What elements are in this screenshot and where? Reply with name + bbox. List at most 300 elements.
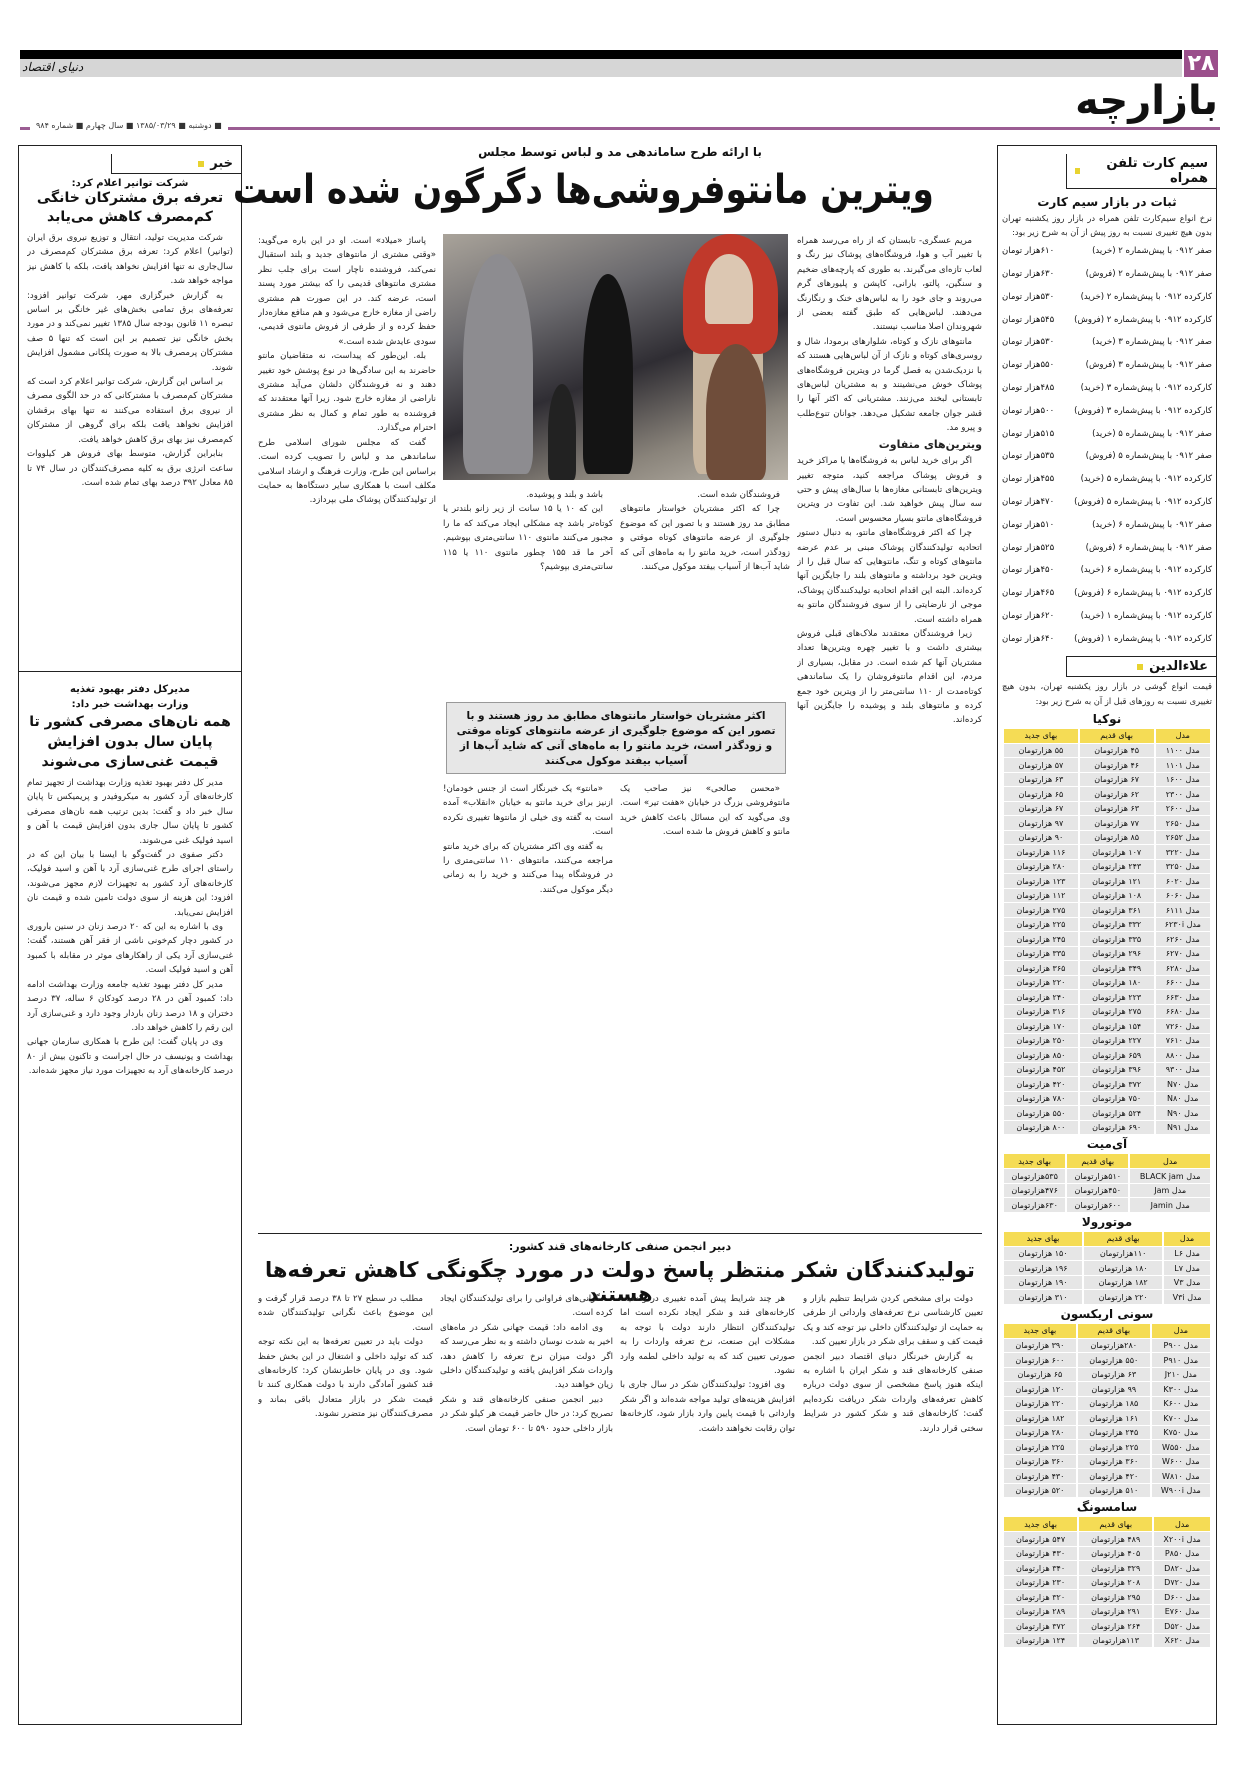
bottom-article-headline: تولیدکنندگان شکر منتظر پاسخ دولت در مورد چگونگی کاهش تعرفه‌ها هستند <box>265 1258 975 1306</box>
table-cell: ۳۶۰ هزارتومان <box>1078 1455 1150 1469</box>
table-cell: ۸۵ هزارتومان <box>1080 831 1154 845</box>
table-row <box>1004 1411 1210 1425</box>
table-row <box>1004 1169 1210 1183</box>
table-row <box>1004 990 1210 1004</box>
sim-card-label: صفر ۰۹۱۲ با پیش‌شماره ۵ (فروش) <box>1085 451 1212 462</box>
table-cell: ۱۹۶ هزارتومان <box>1004 1261 1082 1275</box>
table-cell: ۲۲۵ هزارتومان <box>1004 918 1078 932</box>
table-cell: مدل K۶۰۰ <box>1152 1397 1210 1411</box>
news-body <box>27 776 233 1676</box>
column-header: بهای جدید <box>1004 1232 1082 1246</box>
table-cell: ۵۲۰ هزارتومان <box>1004 1484 1076 1498</box>
sim-card-price: ۶۲۰هزار تومان <box>1002 610 1055 621</box>
table-cell: ۳۳۵ هزارتومان <box>1080 932 1154 946</box>
sim-card-row <box>998 354 1216 377</box>
table-row <box>1004 947 1210 961</box>
table-cell: مدل D۵۲۰ <box>1154 1619 1210 1633</box>
paragraph: به گفته وی اکثر مشتریان که برای خرید مانتو مراجعه می‌کنند، مانتوهای ۱۱۰ سانتی‌متری را در فروشگاه پیدا می‌کنند و خرید را به زمانی دیگر موکول می‌کنند. <box>443 841 613 895</box>
table-cell: ۲۲۰ هزارتومان <box>1004 976 1078 990</box>
sim-card-row <box>998 308 1216 331</box>
table-cell: ۳۳۲ هزارتومان <box>1080 918 1154 932</box>
table-cell: ۸۵۰ هزارتومان <box>1004 1048 1078 1062</box>
table-cell: ۳۷۲ هزارتومان <box>1080 1077 1154 1091</box>
news-body <box>27 231 233 661</box>
table-cell: مدل K۳۰۰ <box>1152 1382 1210 1396</box>
phone-price-table <box>1002 1516 1212 1648</box>
phone-price-table <box>1002 1153 1212 1213</box>
sim-card-label: کارکرده ۰۹۱۲ با پیش‌شماره ۶ (فروش) <box>1074 588 1212 599</box>
table-cell: مدل ۶۲۷۰ <box>1156 947 1210 961</box>
sim-card-row <box>998 377 1216 400</box>
column-header: مدل <box>1156 729 1210 743</box>
table-cell: ۲۲۳ هزارتومان <box>1080 990 1154 1004</box>
table-row <box>1004 1576 1210 1590</box>
table-cell: ۲۸۰هزارتومان <box>1078 1339 1150 1353</box>
sim-card-price: ۵۵۰هزار تومان <box>1002 360 1055 371</box>
table-cell: ۱۹۰ هزارتومان <box>1004 1276 1082 1290</box>
table-row <box>1004 903 1210 917</box>
table-cell: ۶۵۹ هزارتومان <box>1080 1048 1154 1062</box>
table-cell: ۳۶۱ هزارتومان <box>1080 903 1154 917</box>
table-cell: ۱۵۴ هزارتومان <box>1080 1019 1154 1033</box>
sim-card-row <box>998 559 1216 582</box>
table-cell: ۱۸۵ هزارتومان <box>1078 1397 1150 1411</box>
sim-card-price: ۶۳۰هزار تومان <box>1002 269 1055 279</box>
page-number: ۲۸ <box>1184 50 1218 77</box>
sim-card-label: کارکرده ۰۹۱۲ با پیش‌شماره ۱ (خرید) <box>1080 610 1212 621</box>
sim-card-row <box>998 605 1216 628</box>
table-cell: مدل N۹۰ <box>1156 1106 1210 1120</box>
sim-card-label: صفر ۰۹۱۲ با پیش‌شماره ۳ (خرید) <box>1092 337 1212 348</box>
paragraph: مریم عسگری- تابستان که از راه می‌رسد همراه با تغییر آب و هوا، فروشگاه‌های پوشاک نیز رنگ و لعاب تازه‌ای می‌گیرند. به طوری که پارچه‌های ضخیم و سنگین، پالتو، بارانی، کاپشن و پلیورهای گرم می‌روند و جای خود را به لباس‌های خنک و رنگارنگ می‌دهند. لباس‌هایی که طبق گفته بعضی از شهروندان اصلا مناسب نیستند. <box>797 236 982 333</box>
paragraph: شرکت مدیریت تولید، انتقال و توزیع نیروی برق ایران (توانیر) اعلام کرد: تعرفه برق مشترکان کم‌مصرف در سال‌جاری نه تنها افزایش نخواهد یافت، بلکه با کاهش نیز مواجه خواهد شد. <box>27 233 233 287</box>
sim-card-label: کارکرده ۰۹۱۲ با پیش‌شماره ۵ (خرید) <box>1080 474 1212 485</box>
paragraph: زیرا فروشندگان معتقدند ملاک‌های قبلی فروش بیشتری داشت و با تغییر چهره ویترین‌ها تعداد مشتریان آنها کم شده است. در مقابل، بسیاری از مردم، این اقدام مانتوفروشان را یک ساماندهی کوتاه‌مدت از ۱۱۰ سانتی‌متر را از ویترین خود جمع کرده و مانتوهای بلند و پوشیده را جایگزین آنها کرده‌اند. <box>797 628 982 726</box>
article-subhead: ویترین‌های متفاوت <box>878 437 982 451</box>
table-cell: مدل ۶۲۶۰ <box>1156 932 1210 946</box>
table-cell: ۳۹۰ هزارتومان <box>1004 1339 1076 1353</box>
table-cell: ۲۲۷ هزارتومان <box>1080 1034 1154 1048</box>
table-cell: ۵۲۴ هزارتومان <box>1080 1106 1154 1120</box>
table-row <box>1004 1547 1210 1561</box>
table-cell: ۳۶۰ هزارتومان <box>1004 1455 1076 1469</box>
table-cell: ۲۹۵ هزارتومان <box>1079 1590 1152 1604</box>
article-column-2 <box>443 488 613 693</box>
paragraph: «محسن صالحی» نیز صاحب یک مانتوفروشی بزرگ در خیابان «هفت تیر» است. وی می‌گوید که این مسائل باعث کاهش خرید مانتو و کاهش فروش ما شده است. <box>620 784 790 838</box>
newspaper-logo: دنیای اقتصاد <box>22 60 84 74</box>
table-row <box>1004 1605 1210 1619</box>
table-cell: ۱۲۳ هزارتومان <box>1004 874 1078 888</box>
sim-card-label: کارکرده ۰۹۱۲ با پیش‌شماره ۱ (فروش) <box>1074 633 1212 644</box>
sim-card-label: صفر ۰۹۱۲ با پیش‌شماره ۵ (خرید) <box>1092 428 1212 439</box>
sim-card-price: ۵۳۰هزار تومان <box>1002 291 1055 302</box>
paragraph: دولت برای مشخص کردن شرایط تنظیم بازار و تعیین کارشناسی نرخ تعرفه‌های وارداتی از طرفی به حمایت از تولیدکنندگان داخلی نیز توجه کند و یک قیمت کف و سقف برای شکر در بازار تعیین کند. <box>803 1294 983 1348</box>
table-cell: ۶۳۰هزارتومان <box>1004 1198 1065 1212</box>
table-cell: مدل ۳۲۵۰ <box>1156 860 1210 874</box>
table-cell: ۵۵۰ هزارتومان <box>1078 1353 1150 1367</box>
table-cell: مدل L۶ <box>1164 1247 1210 1261</box>
table-cell: ۴۷۶هزارتومان <box>1004 1184 1065 1198</box>
table-cell: مدل ۶۰۶۰ <box>1156 889 1210 903</box>
table-cell: ۹۹ هزارتومان <box>1078 1382 1150 1396</box>
table-row <box>1004 1019 1210 1033</box>
table-cell: مدل ۲۶۵۰ <box>1156 816 1210 830</box>
phone-price-table <box>1002 1231 1212 1305</box>
table-cell: ۹۷ هزارتومان <box>1004 816 1078 830</box>
table-cell: مدل BLACK jam <box>1130 1169 1210 1183</box>
sim-card-price: ۴۸۵هزار تومان <box>1002 382 1055 393</box>
table-cell: ۳۲۹ هزارتومان <box>1079 1561 1152 1575</box>
table-cell: ۶۹۰ هزارتومان <box>1080 1121 1154 1135</box>
paragraph: دولت باید در تعیین تعرفه‌ها به این نکته توجه کند که تولید داخلی و اشتغال در این بخش حفظ شود. وی در پایان خاطرنشان کرد: کارخانه‌های قند کشور آمادگی دارند با دولت همکاری کنند تا قیمت شکر در بازار متعادل باقی بماند و مصرف‌کنندگان نیز متضرر نشوند. <box>258 1337 433 1420</box>
table-row <box>1004 773 1210 787</box>
table-cell: ۵۷ هزارتومان <box>1004 758 1078 772</box>
table-row <box>1004 816 1210 830</box>
table-cell: ۵۵ هزارتومان <box>1004 744 1078 758</box>
brand-title: سامسونگ <box>1076 1500 1138 1515</box>
sim-card-price: ۴۵۰هزار تومان <box>1002 565 1055 576</box>
table-row <box>1004 802 1210 816</box>
sim-card-title: ثبات در بازار سیم کارت <box>1037 195 1177 209</box>
sim-card-label: کارکرده ۰۹۱۲ با پیش‌شماره ۲ (فروش) <box>1074 314 1212 325</box>
sim-card-price: ۴۷۰هزار تومان <box>1002 496 1055 507</box>
paragraph: بله. این‌طور که پیداست، نه متقاضیان مانتو حاضرند به این سادگی‌ها در نوع پوشش خود تغییر دهند و نه فروشندگان دلشان می‌آید مشتری ناراضی از مغازه خارج شود. زیرا آنها معتقدند که فروشنده به طور تمام و کمال به نظر مشتری احترام می‌گذارد. <box>258 351 436 434</box>
table-row <box>1004 961 1210 975</box>
table-cell: مدل ۶۶۳۰ <box>1156 990 1210 1004</box>
sim-card-label: صفر ۰۹۱۲ با پیش‌شماره ۳ (فروش) <box>1085 360 1212 371</box>
table-cell: مدل ۹۳۰۰ <box>1156 1063 1210 1077</box>
table-cell: مدل ۲۶۰۰ <box>1156 802 1210 816</box>
paragraph: مطلب در سطح ۲۷ تا ۳۸ درصد قرار گرفت و این موضوع باعث نگرانی تولیدکنندگان شده است. <box>258 1294 433 1333</box>
table-cell: ۱۰۸ هزارتومان <box>1080 889 1154 903</box>
table-cell: مدل ۶۲۸۰ <box>1156 961 1210 975</box>
table-cell: ۴۲۰ هزارتومان <box>1078 1469 1150 1483</box>
bottom-article-column-2 <box>620 1292 795 1722</box>
bottom-article-column-3 <box>440 1292 613 1722</box>
table-cell: ۲۸۰ هزارتومان <box>1004 860 1078 874</box>
sim-card-label: صفر ۰۹۱۲ با پیش‌شماره ۲ (فروش) <box>1085 269 1212 279</box>
bottom-article-kicker: دبیر انجمن صنفی کارخانه‌های قند کشور: <box>508 1240 732 1253</box>
paragraph: اگر برای خرید لباس به فروشگاه‌ها یا مراکز خرید و فروش پوشاک مراجعه کنید، متوجه تغییر ویترین‌های تابستانی مغازه‌ها با سال‌های پیش و حتی سه سال پیش خواهید شد. این تفاوت در ویترین فروشگاه‌های مانتو بسیار محسوس است. <box>797 456 982 524</box>
table-row <box>1004 1561 1210 1575</box>
table-cell: مدل X۲۰۰i <box>1154 1532 1210 1546</box>
table-cell: ۲۴۵ هزارتومان <box>1078 1426 1150 1440</box>
table-row <box>1004 1092 1210 1106</box>
table-row <box>1004 1121 1210 1135</box>
table-row <box>1004 744 1210 758</box>
table-cell: ۵۱۰هزارتومان <box>1067 1169 1128 1183</box>
sim-card-row <box>998 513 1216 536</box>
table-cell: ۱۸۲ هزارتومان <box>1084 1276 1162 1290</box>
sim-card-label: کارکرده ۰۹۱۲ با پیش‌شماره ۳ (خرید) <box>1080 382 1212 393</box>
phone-price-tables <box>998 712 1216 1649</box>
table-row <box>1004 932 1210 946</box>
column-header: بهای جدید <box>1004 1517 1077 1531</box>
header-bar <box>20 50 1182 59</box>
table-cell: مدل P۹۰۰ <box>1152 1339 1210 1353</box>
paragraph: مدیر کل دفتر بهبود تغذیه جامعه وزارت بهداشت ادامه داد: کمبود آهن در ۲۸ درصد کودکان ۶ ساله، ۳۷ درصد دختران و ۱۸ درصد زنان باردار وجود دارد و غنی‌سازی آرد این رقم را کاهش خواهد داد. <box>27 979 233 1033</box>
table-row <box>1004 1440 1210 1454</box>
sim-card-label: صفر ۰۹۱۲ با پیش‌شماره ۲ (خرید) <box>1092 246 1212 257</box>
table-row <box>1004 1619 1210 1633</box>
table-cell: مدل D۷۲۰ <box>1154 1576 1210 1590</box>
paragraph: چرا که اکثر مشتریان خواستار مانتوهای مطابق مد روز هستند و با تصور این که موضوع جلوگیری از عرضه مانتوهای کوتاه موقتی و زودگذر است، خرید مانتو را به ماه‌های آتی که شاید آب‌ها از آسیاب بیفتد موکول می‌کنند. <box>620 504 790 573</box>
paragraph: باشد و بلند و پوشیده. <box>526 490 603 500</box>
article-column-1 <box>797 234 982 1219</box>
table-cell: مدل N۸۰ <box>1156 1092 1210 1106</box>
table-cell: ۴۳۰ هزارتومان <box>1004 1469 1076 1483</box>
news-kicker: شرکت توانیر اعلام کرد: <box>71 178 189 189</box>
brand-title: نوکیا <box>1092 711 1122 726</box>
brand-title: آی‌میت <box>1086 1137 1128 1152</box>
table-cell: مدل W۵۵۰ <box>1152 1440 1210 1454</box>
table-row <box>1004 1339 1210 1353</box>
column-header: بهای قدیم <box>1084 1232 1162 1246</box>
table-cell: مدل ۶۱۱۱ <box>1156 903 1210 917</box>
table-cell: ۲۹۱ هزارتومان <box>1079 1605 1152 1619</box>
column-header: بهای قدیم <box>1067 1154 1128 1168</box>
paragraph: گفت که مجلس شورای اسلامی طرح ساماندهی مد و لباس را تصویب کرده است. براساس این طرح، وزارت فرهنگ و ارشاد اسلامی مکلف است با همکاری سایر دستگاه‌ها به حمایت از تولیدکنندگان پوشاک ملی بپردازد. <box>258 437 436 506</box>
paragraph: فروشندگان شده است. <box>697 490 780 500</box>
table-row <box>1004 1532 1210 1546</box>
sim-card-label: کارکرده ۰۹۱۲ با پیش‌شماره ۳ (فروش) <box>1074 405 1212 416</box>
news-tag <box>111 154 241 174</box>
sim-card-price-list <box>998 240 1216 650</box>
paragraph: وی ادامه داد: قیمت جهانی شکر در ماه‌های اخیر به شدت نوسان داشته و به نظر می‌رسد که اگر دولت میزان نرخ تعرفه را کاهش دهد، واردات شکر افزایش یافته و تولیدکنندگان داخلی زیان خواهند دید. <box>440 1322 613 1391</box>
paragraph: چرا که اکثر فروشگاه‌های مانتو، به دنبال دستور اتحادیه تولیدکنندگان پوشاک مبنی بر عدم عرضه مانتوهای کوتاه و تنگ، مانتوهایی که سال قبل را از ویترین خود برداشته و مانتوهای بلند را جایگزین آنها کرده‌اند. البته این اقدام اتحادیه تولیدکنندگان پوشاک، موجی از نارضایتی را از سوی فروشندگان مانتو به همراه داشته است. <box>797 528 982 625</box>
table-cell: ۷۵۰ هزارتومان <box>1080 1092 1154 1106</box>
table-cell: مدل ۲۶۵۲ <box>1156 831 1210 845</box>
table-cell: ۱۲۴ هزارتومان <box>1004 1634 1077 1648</box>
table-cell: ۶۲ هزارتومان <box>1080 787 1154 801</box>
paragraph: این که ۱۰ یا ۱۵ سانت از زیر زانو بلندتر یا کوتاه‌تر باشد چه مشکلی ایجاد می‌کند که ما را مجبور می‌کنند مانتوی ۱۱۰ سانتی‌متری بپوشیم. آخر ما قد ۱۵۵ چطور مانتوی ۱۱۰ یا ۱۱۵ سانتی‌متری بپوشیم؟ <box>443 504 613 573</box>
brand-title: سونی اریکسون <box>1060 1306 1154 1321</box>
article-photo-mannequin-storefront <box>443 234 788 480</box>
table-cell: مدل X۶۲۰ <box>1154 1634 1210 1648</box>
left-news-column <box>18 145 242 1725</box>
table-cell: ۲۰۸ هزارتومان <box>1079 1576 1152 1590</box>
table-cell: ۱۱۶ هزارتومان <box>1004 845 1078 859</box>
sim-card-row <box>998 445 1216 468</box>
paragraph: دبیر انجمن صنفی کارخانه‌های قند و شکر تصریح کرد: در حال حاضر قیمت هر کیلو شکر در بازار داخلی حدود ۵۹۰ تا ۶۰۰ تومان است. <box>440 1394 613 1434</box>
table-cell: مدل D۸۲۰ <box>1154 1561 1210 1575</box>
table-cell: ۶۷ هزارتومان <box>1004 802 1078 816</box>
article-kicker: با ارائه طرح ساماندهی مد و لباس توسط مجلس <box>478 145 762 159</box>
paragraph: پاساژ «میلاد» است. او در این باره می‌گوید: «وقتی مشتری از مانتوهای جدید و بلند استقبال نمی‌کند، فروشنده ناچار است برای جلب نظر مشتری مانتوهای قدیمی را که بیشتر مورد پسند است، عرضه کند. در این صورت هم مشتری راضی از مغازه خارج می‌شود و هم منافع مغازه‌دار حفظ کرده و از طرفی از فروش مانتوی قدیمی، سودی عایدش شده است.» <box>258 236 436 347</box>
paragraph: مدیر کل دفتر بهبود تغذیه وزارت بهداشت از تجهیز تمام کارخانه‌های آرد کشور به میکروفیدر و پریمیکس تا پایان سال خبر داد و گفت: بدین ترتیب همه نان‌های مصرفی کشور تا پایان سال جاری بدون افزایش قیمت با آهن و اسید فولیک غنی می‌شوند. <box>27 778 233 846</box>
table-cell: ۳۴۹ هزارتومان <box>1080 961 1154 975</box>
table-cell: ۴۳۰ هزارتومان <box>1004 1547 1077 1561</box>
table-cell: ۲۴۵ هزارتومان <box>1004 932 1078 946</box>
table-cell: ۲۲۵ هزارتومان <box>1078 1440 1150 1454</box>
table-row <box>1004 918 1210 932</box>
table-cell: مدل ۷۲۶۰ <box>1156 1019 1210 1033</box>
table-cell: ۱۱۳هزارتومان <box>1079 1634 1152 1648</box>
sim-card-row <box>998 627 1216 650</box>
table-cell: مدل ۸۸۰۰ <box>1156 1048 1210 1062</box>
paragraph: دکتر صفوی در گفت‌وگو با ایسنا با بیان این که در راستای اجرای طرح غنی‌سازی آرد با آهن و اسید فولیک، کارخانه‌های آرد کشور به تجهیزات لازم مجهز می‌شوند، افزود: این هزینه از سوی دولت تامین شده و قیمت نان افزایش نمی‌یابد. <box>27 850 233 918</box>
table-cell: ۶۳ هزارتومان <box>1080 802 1154 816</box>
table-cell: ۲۲۰ هزارتومان <box>1004 1397 1076 1411</box>
column-header: بهای قدیم <box>1080 729 1154 743</box>
table-cell: مدل K۷۵۰ <box>1152 1426 1210 1440</box>
header-band <box>20 59 1182 77</box>
table-cell: مدل D۶۰۰ <box>1154 1590 1210 1604</box>
sim-card-price: ۵۲۵هزار تومان <box>1002 542 1055 553</box>
table-cell: مدل ۳۲۲۰ <box>1156 845 1210 859</box>
sim-card-price: ۵۰۰هزار تومان <box>1002 405 1055 416</box>
table-row <box>1004 874 1210 888</box>
article-column-4 <box>258 234 436 1219</box>
paragraph: بنابراین گزارش، متوسط بهای فروش هر کیلووات ساعت انرژی برق به کلیه مصرف‌کنندگان در سال ۷۴ تا ۸۵ معادل ۳۹۲ درصد بهای تمام شده است. <box>27 449 233 488</box>
table-cell: مدل ۶۰۲۰ <box>1156 874 1210 888</box>
table-cell: مدل E۷۶۰ <box>1154 1605 1210 1619</box>
table-row <box>1004 758 1210 772</box>
table-cell: مدل P۸۵۰ <box>1154 1547 1210 1561</box>
table-cell: ۳۱۶ هزارتومان <box>1004 1005 1078 1019</box>
phones-intro: قیمت انواع گوشی در بازار روز یکشنبه تهران، بدون هیچ تغییری نسبت به روزهای قبل از آن به شرح زیر بود: <box>1002 681 1212 706</box>
table-cell: ۹۰ هزارتومان <box>1004 831 1078 845</box>
table-cell: ۶۳ هزارتومان <box>1078 1368 1150 1382</box>
sim-card-price: ۵۳۰هزار تومان <box>1002 337 1055 348</box>
paragraph: مانتوهای نازک و کوتاه، شلوارهای برمودا، شال و روسری‌های کوتاه و نازک از آن لباس‌هایی هستند که با نزدیک‌شدن به فصل گرما در ویترین فروشگاه‌های پوشاک خوش می‌نشینند و به مشتریان لباس‌های تابستانی لبخند می‌زنند. مشتریانی که اکثر آنها را قشر جوان جامعه تشکیل می‌دهد. جوانان تنوع‌طلب و پیرو مد. <box>797 336 982 434</box>
table-row <box>1004 976 1210 990</box>
sim-card-price: ۵۱۵هزار تومان <box>1002 428 1055 439</box>
table-cell: مدل W۸۱۰ <box>1152 1469 1210 1483</box>
table-row <box>1004 845 1210 859</box>
table-row <box>1004 1353 1210 1367</box>
table-header-row <box>1004 1154 1210 1168</box>
column-header: مدل <box>1154 1517 1210 1531</box>
table-row <box>1004 860 1210 874</box>
news-item-bread <box>19 678 241 1680</box>
market-prices-column <box>997 145 1217 1725</box>
tag-bullet-icon <box>198 161 204 167</box>
table-row <box>1004 1034 1210 1048</box>
table-cell: ۶۵ هزارتومان <box>1004 1368 1076 1382</box>
table-row <box>1004 889 1210 903</box>
table-cell: مدل ۲۳۰۰ <box>1156 787 1210 801</box>
table-header-row <box>1004 729 1210 743</box>
table-row <box>1004 1426 1210 1440</box>
sim-card-price: ۴۶۵هزار تومان <box>1002 588 1055 599</box>
table-row <box>1004 1063 1210 1077</box>
table-cell: ۵۱۰ هزارتومان <box>1078 1484 1150 1498</box>
table-cell: ۳۳۵ هزارتومان <box>1004 947 1078 961</box>
table-cell: ۱۸۰ هزارتومان <box>1080 976 1154 990</box>
table-cell: ۶۰۰هزارتومان <box>1067 1198 1128 1212</box>
table-row <box>1004 1382 1210 1396</box>
column-header: مدل <box>1164 1232 1210 1246</box>
table-cell: ۲۸۰ هزارتومان <box>1004 1426 1076 1440</box>
table-cell: ۲۵۰ هزارتومان <box>1004 1034 1078 1048</box>
table-cell: ۸۰۰ هزارتومان <box>1004 1121 1078 1135</box>
table-cell: مدل W۶۰۰ <box>1152 1455 1210 1469</box>
table-row <box>1004 1397 1210 1411</box>
table-row <box>1004 1368 1210 1382</box>
table-cell: مدل ۱۱۰۱ <box>1156 758 1210 772</box>
table-cell: مدل ۶۶۰۰ <box>1156 976 1210 990</box>
table-row <box>1004 1048 1210 1062</box>
table-cell: ۲۷۵ هزارتومان <box>1004 903 1078 917</box>
sim-card-label: کارکرده ۰۹۱۲ با پیش‌شماره ۲ (خرید) <box>1080 291 1212 302</box>
sim-card-tag <box>1066 154 1216 189</box>
table-row <box>1004 1077 1210 1091</box>
table-header-row <box>1004 1324 1210 1338</box>
news-tag-label: خبر <box>210 156 233 171</box>
table-cell: ۱۰۷ هزارتومان <box>1080 845 1154 859</box>
table-row <box>1004 1484 1210 1498</box>
table-cell: مدل W۹۰۰i <box>1152 1484 1210 1498</box>
paragraph: وی در پایان گفت: این طرح با همکاری سازمان جهانی بهداشت و یونیسف در حال اجراست و تاکنون بیش از ۸۰ درصد کارخانه‌های آرد به تجهیزات مورد نیاز مجهز شده‌اند. <box>27 1037 233 1077</box>
table-cell: ۲۷۵ هزارتومان <box>1080 1005 1154 1019</box>
table-header-row <box>1004 1232 1210 1246</box>
table-cell: مدل K۷۰۰ <box>1152 1411 1210 1425</box>
column-header: مدل <box>1152 1324 1210 1338</box>
sim-card-row <box>998 536 1216 559</box>
table-cell: مدل N۹۱ <box>1156 1121 1210 1135</box>
table-cell: ۱۱۰هزارتومان <box>1084 1247 1162 1261</box>
sim-card-price: ۵۱۰هزار تومان <box>1002 519 1055 530</box>
brand-title: موتورولا <box>1081 1214 1133 1229</box>
table-row <box>1004 1106 1210 1120</box>
table-cell: ۶۵ هزارتومان <box>1004 787 1078 801</box>
table-cell: مدل N۷۰ <box>1156 1077 1210 1091</box>
table-cell: ۳۷۲ هزارتومان <box>1004 1619 1077 1633</box>
table-cell: ۱۸۰ هزارتومان <box>1084 1261 1162 1275</box>
tag-bullet-icon <box>1137 664 1143 670</box>
table-cell: ۲۳۰ هزارتومان <box>1004 1576 1077 1590</box>
sim-card-row <box>998 263 1216 286</box>
table-cell: ۴۲۰ هزارتومان <box>1004 1077 1078 1091</box>
sim-card-label: کارکرده ۰۹۱۲ با پیش‌شماره ۶ (خرید) <box>1080 565 1212 576</box>
article-column-3 <box>620 488 790 693</box>
sim-card-price: ۶۴۰هزار تومان <box>1002 633 1055 644</box>
table-cell: ۷۸۰ هزارتومان <box>1004 1092 1078 1106</box>
paragraph: به گزارش خبرنگار دنیای اقتصاد دبیر انجمن صنفی کارخانه‌های قند و شکر ایران با اشاره به اینکه هنوز پاسخ مشخصی از سوی دولت درباره کاهش تعرفه‌های واردات شکر دریافت نکرده‌ایم گفت: کارخانه‌های قند و شکر کشور در شرایط سختی قرار دارند. <box>803 1351 983 1434</box>
sim-card-row <box>998 422 1216 445</box>
sim-card-row <box>998 331 1216 354</box>
table-cell: ۴۵ هزارتومان <box>1080 744 1154 758</box>
table-cell: مدل L۷ <box>1164 1261 1210 1275</box>
paragraph: هر چند شرایط پیش آمده تغییری در وضعیت کارخانه‌های قند و شکر ایجاد نکرده است اما تولیدکنندگان انتظار دارند دولت با توجه به مشکلات این صنعت، نرخ تعرفه واردات را به صورتی تعیین کند که به تولید داخلی لطمه وارد نشود. <box>620 1294 795 1377</box>
dateline: ■ دوشنبه ■ ۱۳۸۵/۰۳/۲۹ ■ سال چهارم ■ شماره ۹۸۴ <box>30 121 228 130</box>
tag-bullet-icon <box>1075 168 1080 174</box>
paragraph: به گزارش خبرگزاری مهر، شرکت توانیر افزود: تعرفه‌های برق تمامی بخش‌های غیر خانگی بر اساس تبصره ۱۱ قانون بودجه سال ۱۳۸۵ تغییر نمی‌کند و در مورد بخش خانگی نیز تصمیم بر این است که تنها ۵ صف مشترکان پرمصرف بالا به صورت پلکانی مشمول افزایش شوند. <box>27 290 233 373</box>
article-column-2-continued <box>443 782 613 1219</box>
paragraph: بر اساس این گزارش، شرکت توانیر اعلام کرد است که مشترکان کم‌مصرف با مشترکانی که در حد الگوی مصرف از نیروی برق استفاده می‌کنند نه تنها بهای برقشان افزایش نخواهد یافت بلکه برای گروهی از مشترکان کم‌مصرف نیز بهای برق کاهش خواهد یافت. <box>27 377 233 445</box>
sim-card-row <box>998 285 1216 308</box>
table-row <box>1004 1469 1210 1483</box>
article-headline: ویترین مانتوفروشی‌ها دگرگون شده است <box>232 167 934 213</box>
table-row <box>1004 1198 1210 1212</box>
table-cell: ۳۱۰ هزارتومان <box>1004 1290 1082 1304</box>
news-headline: همه نان‌های مصرفی کشور تا پایان سال بدون افزایش قیمت غنی‌سازی می‌شوند <box>29 714 231 770</box>
sim-card-price: ۵۴۵هزار تومان <box>1002 314 1055 325</box>
bottom-article-column-1 <box>803 1292 983 1722</box>
table-cell: مدل Jamin <box>1130 1198 1210 1212</box>
sim-card-price: ۶۱۰هزار تومان <box>1002 246 1055 257</box>
pull-quote: اکثر مشتریان خواستار مانتوهای مطابق مد روز هستند و با تصور این که موضوع جلوگیری از عرضه مانتوهای کوتاه موقتی و زودگذر است، خرید مانتو را به ماه‌های آتی که شاید آب‌ها از آسیاب بیفتد موکول می‌کنند <box>446 702 786 774</box>
column-header: بهای جدید <box>1004 1324 1076 1338</box>
table-cell: ۲۲۵ هزارتومان <box>1004 1440 1076 1454</box>
table-row <box>1004 1247 1210 1261</box>
table-cell: مدل J۲۱۰ <box>1152 1368 1210 1382</box>
table-cell: مدل Jam <box>1130 1184 1210 1198</box>
table-cell: مدل V۳ <box>1164 1276 1210 1290</box>
table-cell: مدل V۳i <box>1164 1290 1210 1304</box>
sim-card-row <box>998 240 1216 263</box>
